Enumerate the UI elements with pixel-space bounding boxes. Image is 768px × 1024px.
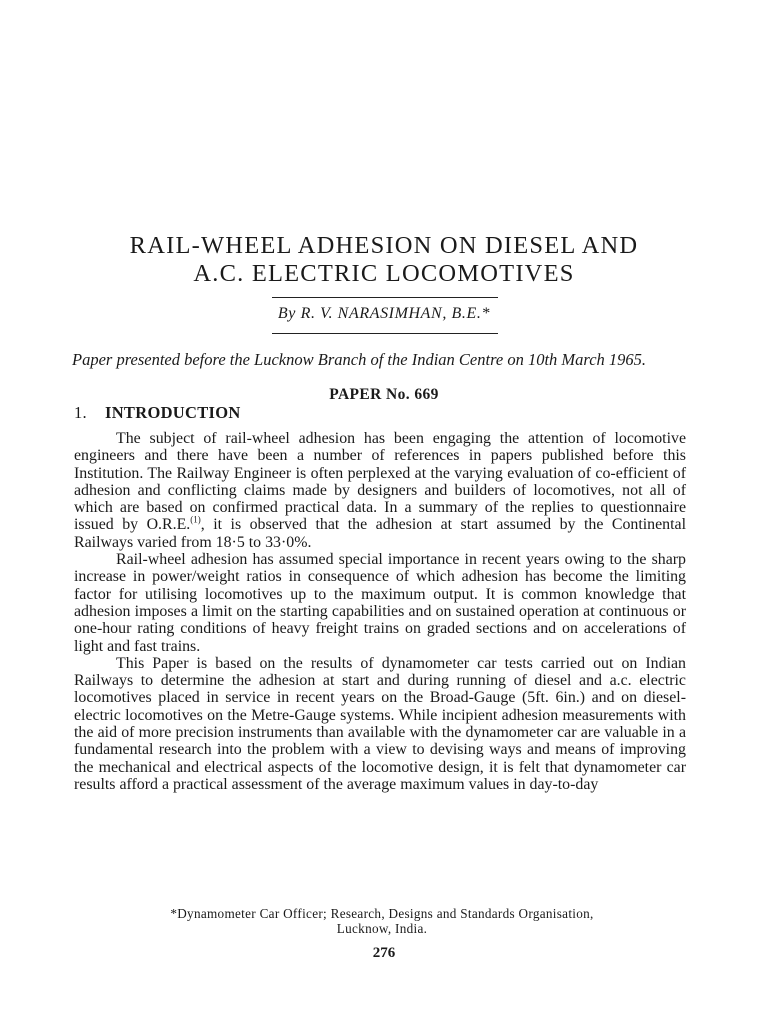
paragraph-2: Rail-wheel adhesion has assumed special importance in recent years owing to the sharp increase in power/weight ratios in consequence of which adhesion has become the limiting factor for utilising locomotives up to the maximum output. It is common knowledge that adhesion imposes a limit on the starting capabilities and on sustained operation at continuous or one-hour rating conditions of heavy freight trains on graded sections and on accelerations of light and fast trains. — [74, 551, 686, 655]
section-number: 1. — [74, 403, 87, 422]
presentation-note: Paper presented before the Lucknow Branch of the Indian Centre on 10th March 1965. — [72, 350, 647, 369]
section-heading — [74, 404, 241, 422]
byline-rule-bottom — [272, 333, 498, 334]
paper-title — [40, 232, 728, 288]
paragraph-1 — [74, 430, 686, 551]
section-title: INTRODUCTION — [104, 403, 241, 422]
author-byline: By R. V. NARASIMHAN, B.E.* — [277, 305, 491, 322]
paragraph-3: This Paper is based on the results of dynamometer car tests carried out on Indian Railways to determine the adhesion at start and during running of diesel and a.c. electric locomotives placed in service in recent years on the Broad-Gauge (5ft. 6in.) and on diesel-electric locomotives on the Metre-Gauge systems. While incipient adhesion measurements with the aid of more precision instruments than available with the dynamometer car are valuable in a fundamental research into the problem with a view to devising ways and means of improving the mechanical and electrical aspects of the locomotive design, it is felt that dynamometer car results afford a practical assessment of the average maximum values in day-to-day — [74, 654, 686, 793]
title-line-1: RAIL-WHEEL ADHESION ON DIESEL AND — [129, 232, 639, 259]
page-number: 276 — [372, 945, 396, 961]
paper-number: PAPER No. 669 — [329, 386, 439, 403]
footnote-line-2: Lucknow, India. — [336, 921, 428, 936]
paragraph-1-text: The subject of rail-wheel adhesion has been engaging the attention of locomotive engineers and there have been a number of references in papers published before this Institution. The Railway Engineer is often perplexed at the varying evaluation of co-efficient of adhesion and conflicting claims made by designers and builders of locomotives, not all of which are based on confirmed practical data. In a summary of the replies to questionnaire issued by O.R.E. — [74, 430, 686, 534]
title-line-2: A.C. ELECTRIC LOCOMOTIVES — [193, 260, 575, 287]
body-text — [74, 430, 686, 793]
author-footnote — [74, 906, 690, 936]
paragraph-1-tail: , it is observed that the adhesion at start assumed by the Continental Railways varied from 18·5 to 33·0%. — [74, 516, 687, 551]
byline-rule-top — [272, 297, 498, 298]
reference-marker: (1) — [190, 515, 201, 526]
footnote-line-1: *Dynamometer Car Officer; Research, Designs and Standards Organisation, — [170, 906, 594, 921]
